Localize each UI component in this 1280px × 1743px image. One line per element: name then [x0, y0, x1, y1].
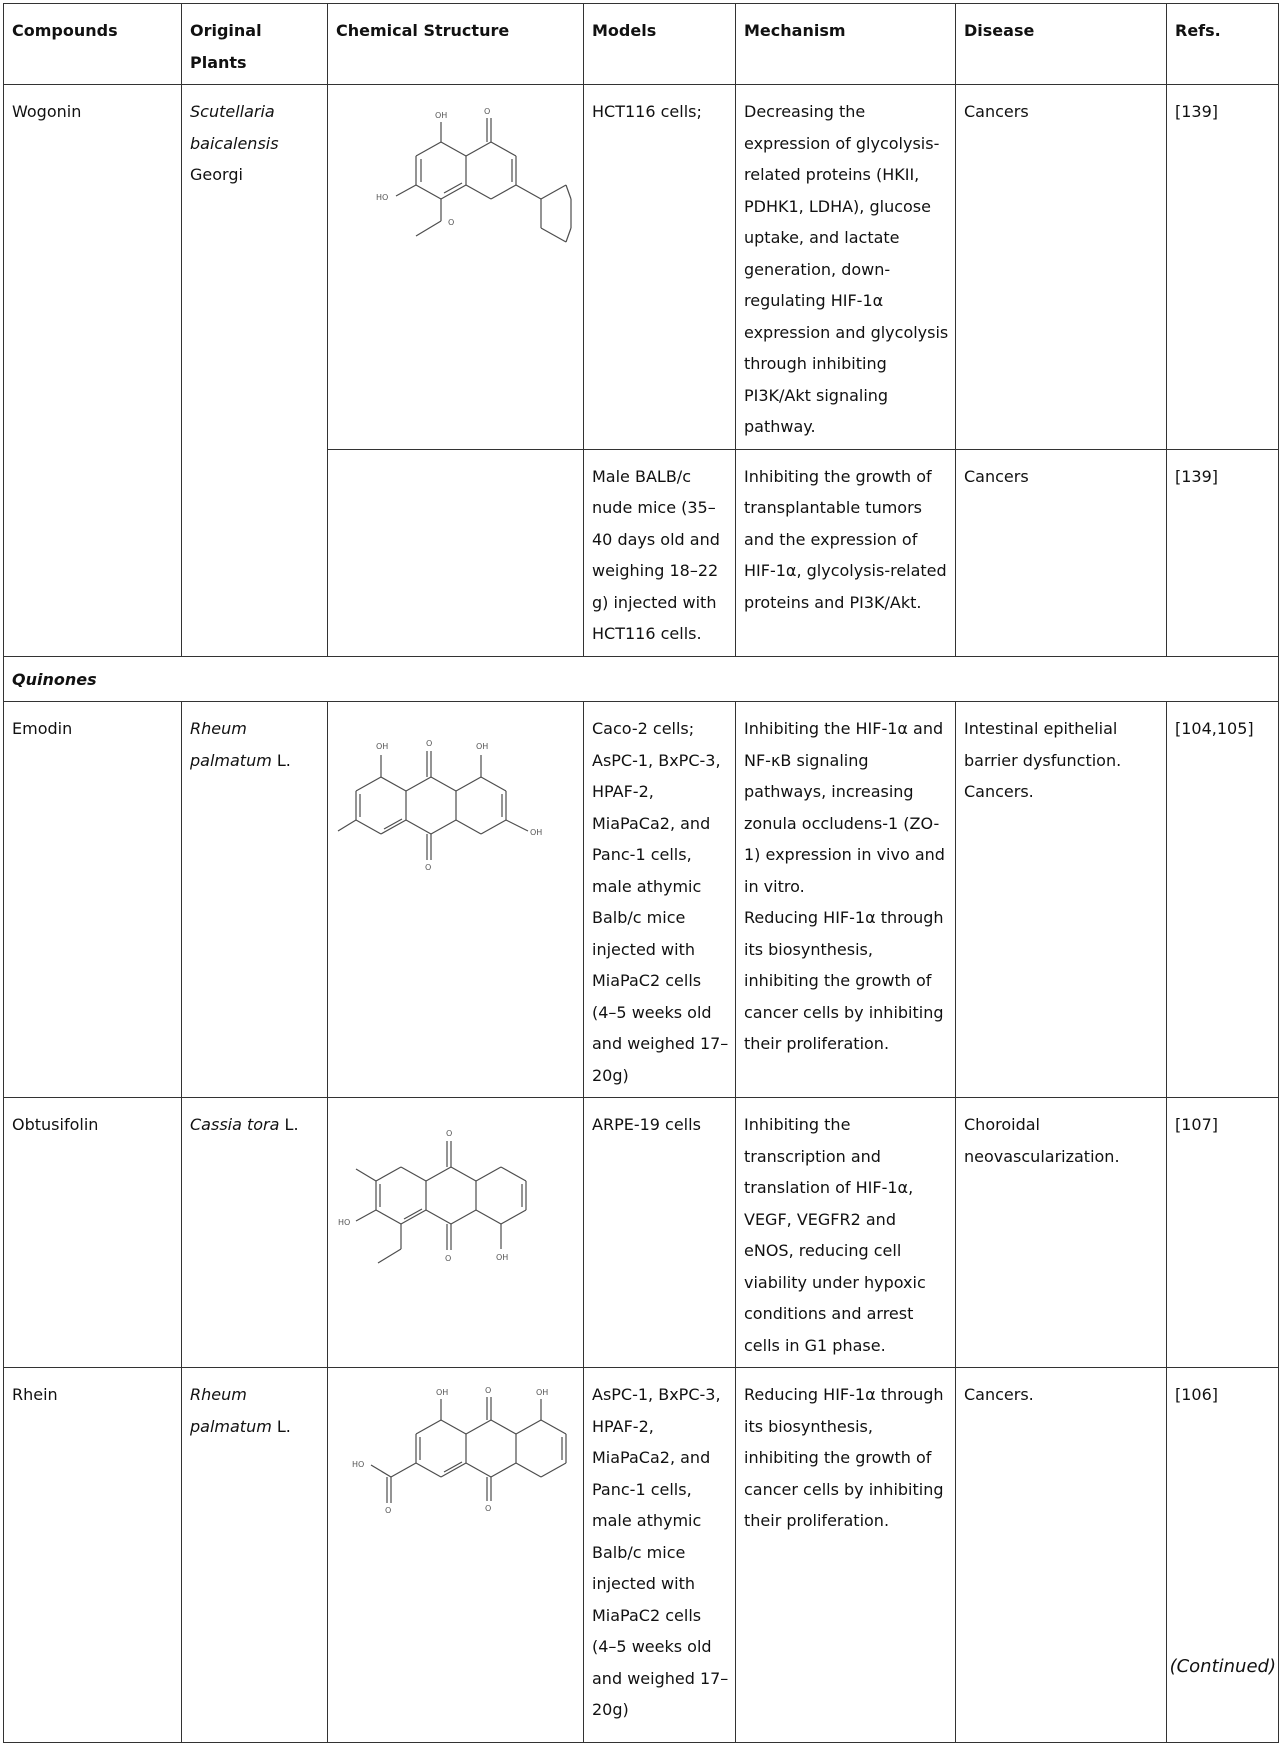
models-cell: Caco-2 cells; AsPC-1, BxPC-3, HPAF-2, MiaPaCa2, and Panc-1 cells, male athymic Balb/c mice injected with MiaPaC2 cells (4–5 weeks old and weighed 17–20g)	[584, 702, 736, 1098]
chemical-structure-emodin	[328, 702, 584, 1098]
refs-cell: [106]	[1167, 1368, 1279, 1743]
plant-latin: Rheum palmatum	[190, 1385, 272, 1436]
structure-label-oh: OH	[435, 111, 448, 120]
refs-cell: [104,105]	[1167, 702, 1279, 1098]
structure-label-o: O	[446, 1129, 453, 1138]
mechanism-cell: Decreasing the expression of glycolysis-related proteins (HKII, PDHK1, LDHA), glucose uptake, and lactate generation, down-regulating HIF-1α expression and glycolysis through inhibiting PI3K/Akt signaling pathway.	[736, 85, 956, 450]
wogonin-structure-image	[336, 96, 576, 266]
table-row-emodin	[4, 702, 1279, 1098]
header-compounds: Compounds	[4, 4, 182, 85]
structure-label-oh: OH	[530, 828, 543, 837]
mechanism-cell	[736, 702, 956, 1098]
compound-name: Emodin	[4, 702, 182, 1098]
refs-cell: [139]	[1167, 85, 1279, 450]
structure-label-oh: OH	[476, 742, 489, 751]
disease-cell: Cancers	[956, 85, 1167, 450]
chemical-structure-empty	[328, 449, 584, 656]
structure-label-o: O	[445, 1254, 452, 1263]
disease-cell: Cancers	[956, 449, 1167, 656]
plant-latin: Scutellaria baicalensis	[190, 102, 279, 153]
disease-cell	[956, 702, 1167, 1098]
mechanism-cell: Reducing HIF-1α through its biosynthesis, inhibiting the growth of cancer cells by inhibiting their proliferation.	[736, 1368, 956, 1743]
disease-part-2: Cancers.	[964, 782, 1034, 801]
structure-label-ho: HO	[338, 1218, 351, 1227]
table-row-rhein	[4, 1368, 1279, 1743]
plant-authority: L.	[276, 1416, 291, 1436]
structure-label-o: O	[485, 1386, 492, 1395]
models-cell: AsPC-1, BxPC-3, HPAF-2, MiaPaCa2, and Panc-1 cells, male athymic Balb/c mice injected with MiaPaC2 cells (4–5 weeks old and weighed 17–20g)	[584, 1368, 736, 1743]
structure-label-oh: OH	[536, 1388, 549, 1397]
plant-latin: Cassia tora	[190, 1115, 280, 1134]
table-header-row	[4, 4, 1279, 85]
table-row-obtusifolin	[4, 1098, 1279, 1368]
models-cell: Male BALB/c nude mice (35–40 days old and weighing 18–22 g) injected with HCT116 cells.	[584, 449, 736, 656]
header-mechanism: Mechanism	[736, 4, 956, 85]
structure-label-o: O	[425, 863, 432, 872]
compound-name: Obtusifolin	[4, 1098, 182, 1368]
disease-cell: Cancers.	[956, 1368, 1167, 1743]
compounds-table	[3, 3, 1279, 1743]
plant-authority: L.	[276, 750, 291, 770]
mechanism-cell: Inhibiting the growth of transplantable tumors and the expression of HIF-1α, glycolysis-related proteins and PI3K/Akt.	[736, 449, 956, 656]
mechanism-cell: Inhibiting the transcription and translation of HIF-1α, VEGF, VEGFR2 and eNOS, reducing cell viability under hypoxic conditions and arrest cells in G1 phase.	[736, 1098, 956, 1368]
models-cell: HCT116 cells;	[584, 85, 736, 450]
obtusifolin-structure-image	[336, 1109, 576, 1299]
structure-label-o: O	[484, 107, 491, 116]
disease-part-1: Intestinal epithelial barrier dysfunction.	[964, 719, 1122, 770]
header-chemical-structure: Chemical Structure	[328, 4, 584, 85]
header-refs: Refs.	[1167, 4, 1279, 85]
mechanism-part-2: Reducing HIF-1α through its biosynthesis, inhibiting the growth of cancer cells by inhibiting their proliferation.	[744, 908, 944, 1053]
section-title: Quinones	[4, 656, 1279, 702]
refs-cell: [107]	[1167, 1098, 1279, 1368]
chemical-structure-obtusifolin	[328, 1098, 584, 1368]
plant-latin: Rheum palmatum	[190, 719, 272, 770]
mechanism-part-1: Inhibiting the HIF-1α and NF-κB signaling pathways, increasing zonula occludens-1 (ZO-1) expression in vivo and in vitro.	[744, 719, 945, 896]
original-plant	[182, 1098, 328, 1368]
structure-label-oh: OH	[436, 1388, 449, 1397]
continued-note: (Continued)	[1169, 1656, 1276, 1677]
header-disease: Disease	[956, 4, 1167, 85]
plant-authority: Georgi	[190, 165, 243, 184]
chemical-structure-wogonin	[328, 85, 584, 450]
structure-label-ho: HO	[376, 193, 389, 202]
structure-label-ho: HO	[352, 1460, 365, 1469]
structure-label-o: O	[448, 218, 455, 227]
plant-authority: L.	[284, 1115, 299, 1134]
emodin-structure-image	[336, 713, 576, 873]
header-models: Models	[584, 4, 736, 85]
structure-label-o: O	[426, 739, 433, 748]
refs-cell: [139]	[1167, 449, 1279, 656]
structure-label-oh: OH	[376, 742, 389, 751]
models-cell: ARPE-19 cells	[584, 1098, 736, 1368]
chemical-structure-rhein	[328, 1368, 584, 1743]
structure-label-o: O	[485, 1504, 492, 1513]
table-row-wogonin-a	[4, 85, 1279, 450]
original-plant	[182, 85, 328, 657]
structure-label-oh: OH	[496, 1253, 509, 1262]
original-plant	[182, 1368, 328, 1743]
section-row-quinones	[4, 656, 1279, 702]
rhein-structure-image	[336, 1379, 576, 1539]
header-original-plants: Original Plants	[182, 4, 328, 85]
disease-cell: Choroidal neovascularization.	[956, 1098, 1167, 1368]
structure-label-o: O	[385, 1506, 392, 1515]
compound-name: Wogonin	[4, 85, 182, 657]
original-plant	[182, 702, 328, 1098]
compound-name: Rhein	[4, 1368, 182, 1743]
